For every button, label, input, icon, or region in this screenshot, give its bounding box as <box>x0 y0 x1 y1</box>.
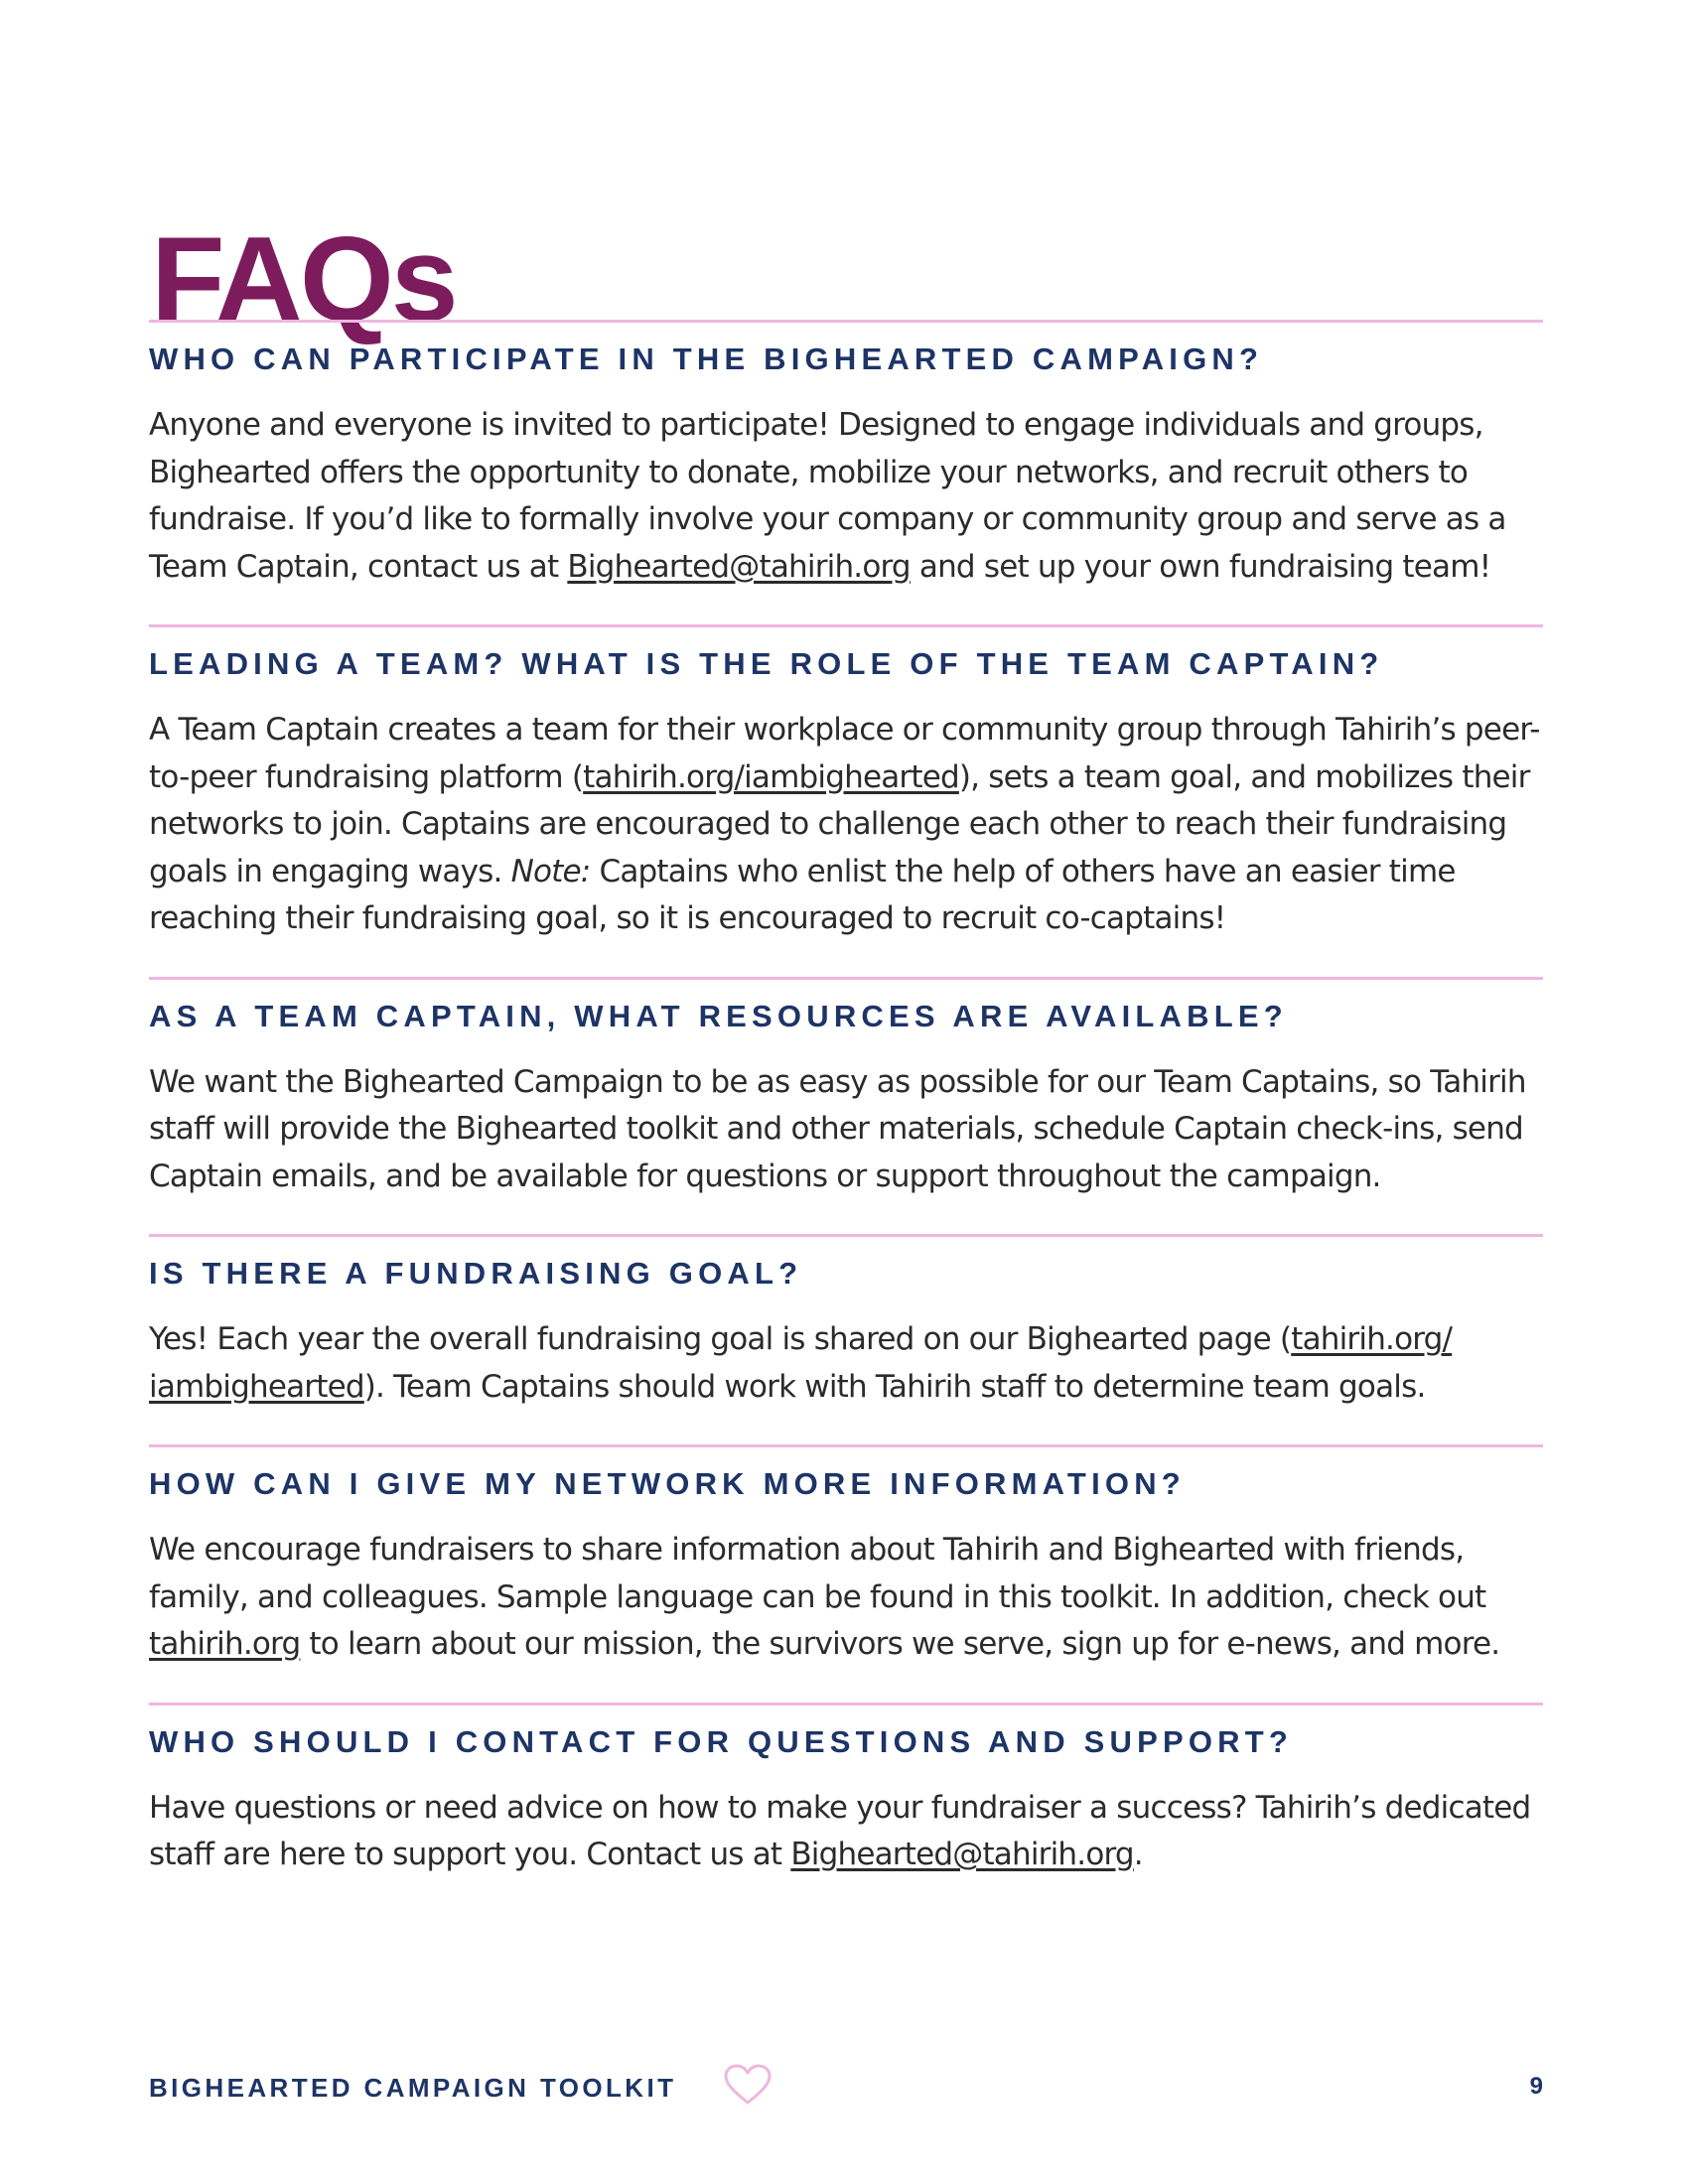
faq-answer <box>149 1785 1543 1879</box>
faq-answer <box>149 402 1543 591</box>
faq-answer <box>149 707 1543 943</box>
faq-link[interactable]: tahirih.org/ iambighearted <box>149 1321 1453 1405</box>
faq-answer-text: . <box>1133 1837 1143 1872</box>
faq-link[interactable]: Bighearted@tahirih.org <box>567 548 911 585</box>
faq-question: WHO SHOULD I CONTACT FOR QUESTIONS AND SUPPORT? <box>149 1723 1293 1759</box>
faq-answer-text: Captains who enlist the help of others have an easier time reaching their fundraising goal, so it is encouraged to recruit co-captains! <box>149 853 1456 936</box>
footer-label: BIGHEARTED CAMPAIGN TOOLKIT <box>149 2073 677 2103</box>
faq-question: HOW CAN I GIVE MY NETWORK MORE INFORMATION? <box>149 1466 1186 1501</box>
faq-item <box>149 1234 1543 1444</box>
faq-answer-text: and set up your own fundraising team! <box>910 548 1491 585</box>
faq-link[interactable]: tahirih.org/iambighearted <box>583 758 959 795</box>
faq-list <box>149 320 1543 1913</box>
faq-question: IS THERE A FUNDRAISING GOAL? <box>149 1256 803 1291</box>
faq-item <box>149 977 1543 1235</box>
faq-item <box>149 1703 1543 1913</box>
heart-icon <box>723 2063 773 2107</box>
faq-answer-text: We encourage fundraisers to share information about Tahirih and Bighearted with friends, family, and colleagues. Sample language can be found in this toolkit. In addition, check out <box>149 1532 1486 1615</box>
faq-answer-text: A Team Captain creates a team for their workplace or community group through Tahirih’s peer-to-peer fundraising platform ( <box>149 712 1540 795</box>
faq-answer-text: ), sets a team goal, and mobilizes their networks to join. Captains are encouraged to challenge each other to reach their fundraising goals in engaging ways. <box>149 758 1530 889</box>
faq-answer-text: Anyone and everyone is invited to participate! Designed to engage individuals and groups, Bighearted offers the opportunity to donate, mobilize your networks, and recruit others to fundraise. If you’d like to formally involve your company or community group and serve as a Team Captain, contact us at <box>149 407 1506 585</box>
page <box>149 0 1543 2184</box>
faq-answer-text: Have questions or need advice on how to make your fundraiser a success? Tahirih’s dedicated staff are here to support you. Contact us at <box>149 1789 1531 1872</box>
faq-answer <box>149 1316 1543 1411</box>
page-number: 9 <box>1529 2073 1543 2100</box>
faq-link[interactable]: tahirih.org <box>149 1626 301 1662</box>
faq-item <box>149 1444 1543 1703</box>
faq-link[interactable]: Bighearted@tahirih.org <box>790 1837 1134 1872</box>
faq-answer-text: Yes! Each year the overall fundraising goal is shared on our Bighearted page ( <box>149 1321 1292 1357</box>
faq-note-label: Note: <box>510 853 591 889</box>
faq-question: LEADING A TEAM? WHAT IS THE ROLE OF THE TEAM CAPTAIN? <box>149 646 1384 681</box>
faq-item <box>149 320 1543 624</box>
page-title: FAQs <box>151 210 456 346</box>
faq-question: AS A TEAM CAPTAIN, WHAT RESOURCES ARE AVAILABLE? <box>149 998 1288 1033</box>
footer <box>149 2063 1543 2109</box>
faq-answer-text: to learn about our mission, the survivors we serve, sign up for e-news, and more. <box>300 1626 1500 1662</box>
faq-item <box>149 624 1543 977</box>
faq-answer <box>149 1527 1543 1669</box>
faq-answer-text: ). Team Captains should work with Tahirih staff to determine team goals. <box>363 1368 1426 1405</box>
faq-answer <box>149 1059 1543 1201</box>
faq-answer-text: We want the Bighearted Campaign to be as easy as possible for our Team Captains, so Tahirih staff will provide the Bighearted toolkit and other materials, schedule Captain check-ins, send Captain emails, and be available for questions or support throughout the campaign. <box>149 1063 1526 1194</box>
faq-question: WHO CAN PARTICIPATE IN THE BIGHEARTED CAMPAIGN? <box>149 341 1264 376</box>
